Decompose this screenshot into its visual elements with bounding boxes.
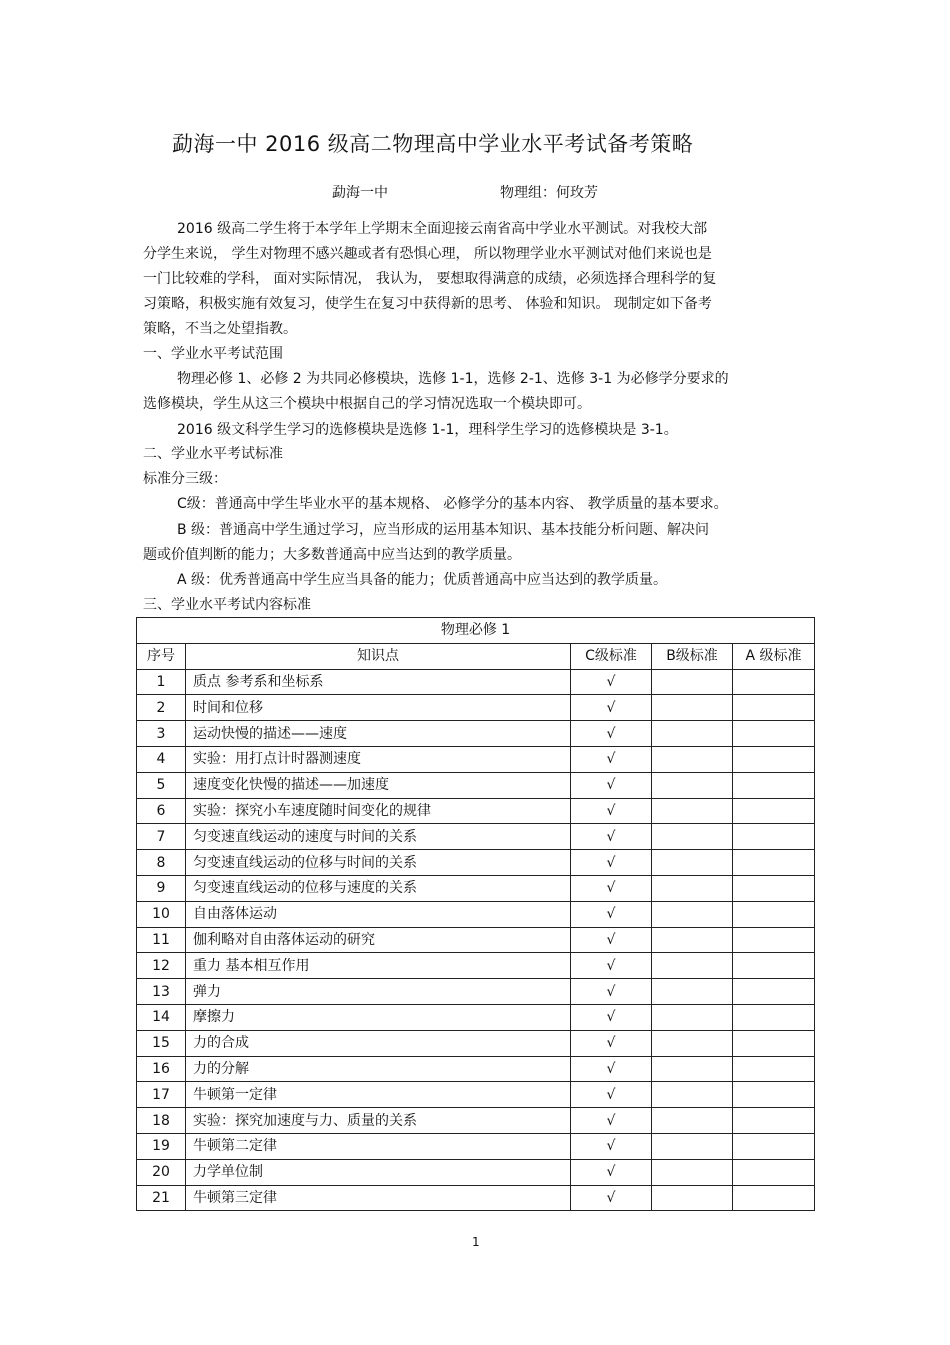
row-a [733,1133,815,1159]
header-b: B级标准 [652,643,733,669]
section1-heading: 一、学业水平考试范围 [143,346,283,362]
row-b [652,901,733,927]
row-topic: 牛顿第三定律 [186,1185,571,1211]
row-number: 19 [137,1133,186,1159]
row-topic: 弹力 [186,979,571,1005]
c-level-text: C级：普通高中学生毕业水平的基本规格、 必修学分的基本内容、 教学质量的基本要求。 [177,496,728,512]
row-number: 6 [137,798,186,824]
header-c: C级标准 [571,643,652,669]
document-title: 勐海一中 2016 级高二物理高中学业水平考试备考策略 [172,132,694,156]
row-b [652,1030,733,1056]
row-number: 17 [137,1082,186,1108]
row-b [652,721,733,747]
row-c-check: √ [571,979,652,1005]
byline-school: 勐海一中 [332,185,388,201]
row-topic: 牛顿第一定律 [186,1082,571,1108]
row-b [652,772,733,798]
byline-author: 物理组：何玫芳 [500,185,598,201]
row-c-check: √ [571,1004,652,1030]
row-b [652,798,733,824]
row-number: 13 [137,979,186,1005]
row-b [652,979,733,1005]
table-row [137,1108,815,1134]
row-c-check: √ [571,746,652,772]
intro-line: 一门比较难的学科， 面对实际情况， 我认为， 要想取得满意的成绩，必须选择合理科学的复 [143,271,717,287]
header-no: 序号 [137,643,186,669]
row-b [652,669,733,695]
table-row [137,850,815,876]
row-number: 7 [137,824,186,850]
intro-line: 策略，不当之处望指教。 [143,321,297,337]
row-a [733,1082,815,1108]
intro-line: 2016 级高二学生将于本学年上学期末全面迎接云南省高中学业水平测试。对我校大部 [177,221,708,237]
row-number: 12 [137,953,186,979]
row-topic: 匀变速直线运动的速度与时间的关系 [186,824,571,850]
row-number: 16 [137,1056,186,1082]
table-row [137,927,815,953]
row-topic: 力学单位制 [186,1159,571,1185]
row-topic: 实验：探究小车速度随时间变化的规律 [186,798,571,824]
row-a [733,824,815,850]
table-row [137,901,815,927]
table-row [137,746,815,772]
table-row [137,979,815,1005]
row-a [733,695,815,721]
table-row [137,1030,815,1056]
row-topic: 力的分解 [186,1056,571,1082]
row-b [652,1004,733,1030]
row-c-check: √ [571,1133,652,1159]
row-number: 5 [137,772,186,798]
row-c-check: √ [571,695,652,721]
row-topic: 伽利略对自由落体运动的研究 [186,927,571,953]
table-row [137,721,815,747]
row-b [652,1133,733,1159]
row-c-check: √ [571,850,652,876]
row-c-check: √ [571,953,652,979]
row-topic: 重力 基本相互作用 [186,953,571,979]
row-topic: 实验：用打点计时器测速度 [186,746,571,772]
a-level-text: A 级：优秀普通高中学生应当具备的能力；优质普通高中应当达到的教学质量。 [177,572,668,588]
row-a [733,772,815,798]
row-a [733,979,815,1005]
intro-line: 习策略，积极实施有效复习，使学生在复习中获得新的思考、 体验和知识。 现制定如下备考 [143,296,712,312]
row-b [652,953,733,979]
section2-sub: 标准分三级： [143,471,227,487]
row-topic: 时间和位移 [186,695,571,721]
table-caption: 物理必修 1 [137,618,815,644]
row-c-check: √ [571,824,652,850]
table-row [137,1159,815,1185]
row-number: 20 [137,1159,186,1185]
row-a [733,901,815,927]
row-b [652,695,733,721]
header-a: A 级标准 [733,643,815,669]
row-b [652,1159,733,1185]
page-number: 1 [472,1235,480,1249]
row-number: 15 [137,1030,186,1056]
row-number: 4 [137,746,186,772]
row-number: 18 [137,1108,186,1134]
row-c-check: √ [571,798,652,824]
row-a [733,1159,815,1185]
row-c-check: √ [571,1056,652,1082]
row-topic: 自由落体运动 [186,901,571,927]
section1-line: 选修模块，学生从这三个模块中根据自己的学习情况选取一个模块即可。 [143,396,591,412]
row-b [652,1108,733,1134]
row-topic: 力的合成 [186,1030,571,1056]
row-c-check: √ [571,901,652,927]
table-row [137,953,815,979]
row-a [733,875,815,901]
row-a [733,1004,815,1030]
row-b [652,850,733,876]
row-b [652,927,733,953]
row-number: 11 [137,927,186,953]
table-row [137,875,815,901]
table-row [137,695,815,721]
row-topic: 实验：探究加速度与力、质量的关系 [186,1108,571,1134]
intro-line: 分学生来说， 学生对物理不感兴趣或者有恐惧心理， 所以物理学业水平测试对他们来说也是 [143,246,712,262]
standards-table [136,617,815,1211]
b-level-text: B 级：普通高中学生通过学习，应当形成的运用基本知识、基本技能分析问题、解决问 [177,522,710,538]
row-topic: 匀变速直线运动的位移与时间的关系 [186,850,571,876]
row-number: 10 [137,901,186,927]
row-number: 9 [137,875,186,901]
row-a [733,669,815,695]
section2-heading: 二、学业水平考试标准 [143,446,283,462]
row-number: 8 [137,850,186,876]
row-c-check: √ [571,927,652,953]
b-level-text: 题或价值判断的能力；大多数普通高中应当达到的教学质量。 [143,547,521,563]
row-a [733,1185,815,1211]
row-c-check: √ [571,1030,652,1056]
row-a [733,746,815,772]
row-number: 1 [137,669,186,695]
row-a [733,721,815,747]
table-row [137,772,815,798]
section1-line: 2016 级文科学生学习的选修模块是选修 1-1，理科学生学习的选修模块是 3-1。 [177,422,678,438]
row-topic: 牛顿第二定律 [186,1133,571,1159]
row-a [733,1108,815,1134]
table-row [137,824,815,850]
row-number: 14 [137,1004,186,1030]
row-c-check: √ [571,721,652,747]
row-c-check: √ [571,1185,652,1211]
row-a [733,798,815,824]
row-number: 2 [137,695,186,721]
table-row [137,669,815,695]
row-c-check: √ [571,772,652,798]
row-b [652,1082,733,1108]
row-c-check: √ [571,669,652,695]
row-topic: 质点 参考系和坐标系 [186,669,571,695]
row-a [733,1056,815,1082]
row-number: 3 [137,721,186,747]
table-row [137,1056,815,1082]
row-topic: 速度变化快慢的描述——加速度 [186,772,571,798]
table-row [137,798,815,824]
row-c-check: √ [571,875,652,901]
row-a [733,1030,815,1056]
row-b [652,746,733,772]
row-topic: 摩擦力 [186,1004,571,1030]
row-b [652,1056,733,1082]
row-topic: 运动快慢的描述——速度 [186,721,571,747]
row-a [733,927,815,953]
table-row [137,1133,815,1159]
section3-heading: 三、学业水平考试内容标准 [143,597,311,613]
header-topic: 知识点 [186,643,571,669]
row-c-check: √ [571,1108,652,1134]
table-row [137,1004,815,1030]
row-c-check: √ [571,1159,652,1185]
row-c-check: √ [571,1082,652,1108]
row-a [733,953,815,979]
row-b [652,875,733,901]
table-row [137,1185,815,1211]
row-a [733,850,815,876]
section1-line: 物理必修 1、必修 2 为共同必修模块，选修 1-1，选修 2-1、选修 3-1 为必修学分要求的 [177,371,729,387]
row-number: 21 [137,1185,186,1211]
row-b [652,824,733,850]
table-row [137,1082,815,1108]
row-b [652,1185,733,1211]
row-topic: 匀变速直线运动的位移与速度的关系 [186,875,571,901]
